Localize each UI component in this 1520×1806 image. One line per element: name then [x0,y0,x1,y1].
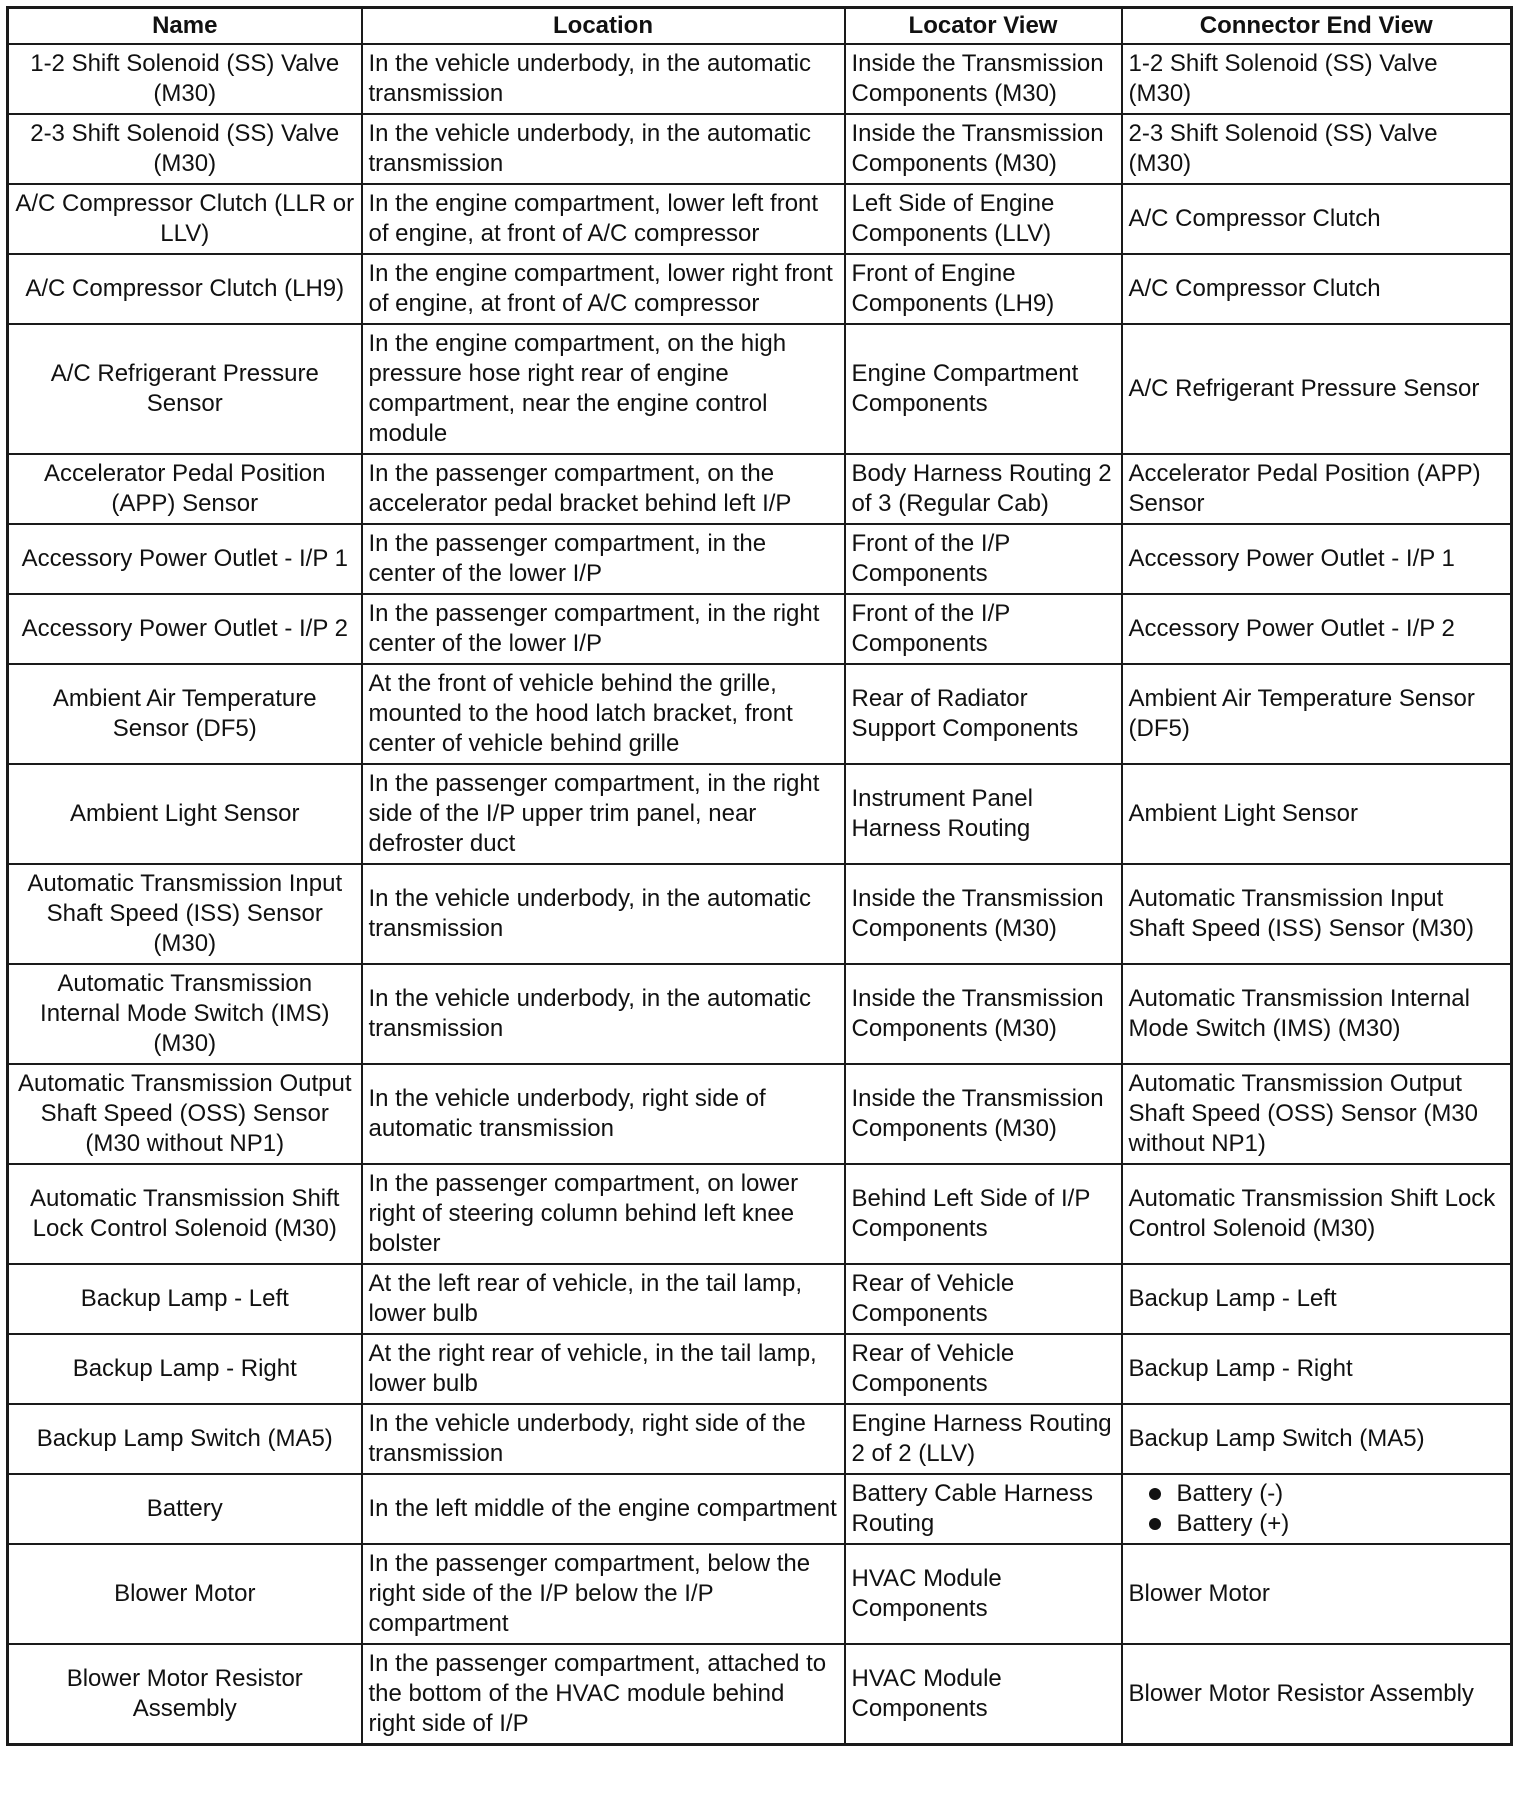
cell-name: Accelerator Pedal Position (APP) Sensor [8,454,362,524]
list-item: Battery (-) [1129,1479,1505,1509]
table-row [8,1334,1512,1404]
cell-connector-end-view: Blower Motor Resistor Assembly [1122,1644,1512,1745]
table-row [8,184,1512,254]
cell-location: In the passenger compartment, in the right center of the lower I/P [362,594,845,664]
cell-name: Automatic Transmission Internal Mode Switch (IMS) (M30) [8,964,362,1064]
cell-location: In the passenger compartment, on lower right of steering column behind left knee bolster [362,1164,845,1264]
cell-locator-view: Rear of Vehicle Components [845,1264,1122,1334]
cell-location: In the passenger compartment, in the center of the lower I/P [362,524,845,594]
cell-locator-view: HVAC Module Components [845,1544,1122,1644]
header-name: Name [8,8,362,45]
cell-locator-view: Front of the I/P Components [845,524,1122,594]
cell-connector-end-view: A/C Compressor Clutch [1122,254,1512,324]
cell-location: At the right rear of vehicle, in the tail lamp, lower bulb [362,1334,845,1404]
cell-location: At the front of vehicle behind the grille, mounted to the hood latch bracket, front center of vehicle behind grille [362,664,845,764]
battery-terminal-list [1129,1479,1505,1539]
table-row [8,524,1512,594]
cell-locator-view: Front of the I/P Components [845,594,1122,664]
cell-location: In the passenger compartment, in the right side of the I/P upper trim panel, near defroster duct [362,764,845,864]
cell-name: Accessory Power Outlet - I/P 2 [8,594,362,664]
cell-location: In the vehicle underbody, right side of automatic transmission [362,1064,845,1164]
cell-name: A/C Compressor Clutch (LLR or LLV) [8,184,362,254]
cell-connector-end-view: 1-2 Shift Solenoid (SS) Valve (M30) [1122,44,1512,114]
cell-connector-end-view: Accessory Power Outlet - I/P 1 [1122,524,1512,594]
cell-connector-end-view: Automatic Transmission Internal Mode Switch (IMS) (M30) [1122,964,1512,1064]
cell-location: In the engine compartment, on the high pressure hose right rear of engine compartment, near the engine control module [362,324,845,454]
cell-locator-view: Inside the Transmission Components (M30) [845,114,1122,184]
header-connector-end-view: Connector End View [1122,8,1512,45]
cell-name: Ambient Light Sensor [8,764,362,864]
table-row [8,44,1512,114]
header-locator-view: Locator View [845,8,1122,45]
table-row [8,324,1512,454]
table-row [8,964,1512,1064]
cell-connector-end-view: A/C Refrigerant Pressure Sensor [1122,324,1512,454]
cell-name: Battery [8,1474,362,1544]
cell-connector-end-view: Accelerator Pedal Position (APP) Sensor [1122,454,1512,524]
cell-connector-end-view: 2-3 Shift Solenoid (SS) Valve (M30) [1122,114,1512,184]
table-row [8,1164,1512,1264]
cell-locator-view: HVAC Module Components [845,1644,1122,1745]
table-row [8,864,1512,964]
cell-locator-view: Left Side of Engine Components (LLV) [845,184,1122,254]
cell-locator-view: Body Harness Routing 2 of 3 (Regular Cab) [845,454,1122,524]
cell-connector-end-view: Accessory Power Outlet - I/P 2 [1122,594,1512,664]
cell-locator-view: Engine Harness Routing 2 of 2 (LLV) [845,1404,1122,1474]
cell-connector-end-view: Blower Motor [1122,1544,1512,1644]
cell-connector-end-view: Automatic Transmission Shift Lock Control Solenoid (M30) [1122,1164,1512,1264]
cell-location: In the passenger compartment, attached to the bottom of the HVAC module behind right side of I/P [362,1644,845,1745]
table-row [8,1064,1512,1164]
cell-location: In the vehicle underbody, in the automatic transmission [362,964,845,1064]
cell-connector-end-view: Automatic Transmission Output Shaft Speed (OSS) Sensor (M30 without NP1) [1122,1064,1512,1164]
cell-location: In the vehicle underbody, in the automatic transmission [362,114,845,184]
cell-locator-view: Inside the Transmission Components (M30) [845,44,1122,114]
cell-locator-view: Rear of Vehicle Components [845,1334,1122,1404]
table-row [8,664,1512,764]
table-row [8,1544,1512,1644]
cell-name: A/C Compressor Clutch (LH9) [8,254,362,324]
table-row [8,1404,1512,1474]
cell-location: In the vehicle underbody, right side of the transmission [362,1404,845,1474]
cell-location: In the left middle of the engine compartment [362,1474,845,1544]
table-header-row [8,8,1512,45]
cell-locator-view: Rear of Radiator Support Components [845,664,1122,764]
cell-locator-view: Inside the Transmission Components (M30) [845,864,1122,964]
cell-location: At the left rear of vehicle, in the tail lamp, lower bulb [362,1264,845,1334]
header-location: Location [362,8,845,45]
cell-locator-view: Inside the Transmission Components (M30) [845,1064,1122,1164]
cell-name: Blower Motor [8,1544,362,1644]
cell-locator-view: Engine Compartment Components [845,324,1122,454]
cell-locator-view: Inside the Transmission Components (M30) [845,964,1122,1064]
cell-connector-end-view: Ambient Light Sensor [1122,764,1512,864]
component-locator-table [6,6,1513,1746]
cell-name: Backup Lamp - Left [8,1264,362,1334]
cell-location: In the passenger compartment, below the right side of the I/P below the I/P compartment [362,1544,845,1644]
cell-connector-end-view [1122,1474,1512,1544]
cell-name: Accessory Power Outlet - I/P 1 [8,524,362,594]
cell-connector-end-view: Backup Lamp - Left [1122,1264,1512,1334]
cell-connector-end-view: A/C Compressor Clutch [1122,184,1512,254]
list-item: Battery (+) [1129,1509,1505,1539]
cell-name: Ambient Air Temperature Sensor (DF5) [8,664,362,764]
cell-connector-end-view: Backup Lamp - Right [1122,1334,1512,1404]
cell-name: Backup Lamp Switch (MA5) [8,1404,362,1474]
cell-location: In the engine compartment, lower right front of engine, at front of A/C compressor [362,254,845,324]
cell-name: A/C Refrigerant Pressure Sensor [8,324,362,454]
table-row [8,1474,1512,1544]
cell-name: 2-3 Shift Solenoid (SS) Valve (M30) [8,114,362,184]
cell-name: Backup Lamp - Right [8,1334,362,1404]
cell-locator-view: Behind Left Side of I/P Components [845,1164,1122,1264]
table-row [8,254,1512,324]
table-row [8,454,1512,524]
cell-location: In the engine compartment, lower left front of engine, at front of A/C compressor [362,184,845,254]
table-row [8,1644,1512,1745]
table-row [8,1264,1512,1334]
cell-name: Automatic Transmission Shift Lock Control Solenoid (M30) [8,1164,362,1264]
cell-location: In the vehicle underbody, in the automatic transmission [362,864,845,964]
cell-locator-view: Front of Engine Components (LH9) [845,254,1122,324]
component-locator-sheet [6,6,1513,1746]
cell-locator-view: Instrument Panel Harness Routing [845,764,1122,864]
table-row [8,114,1512,184]
table-row [8,594,1512,664]
cell-name: Automatic Transmission Output Shaft Speed (OSS) Sensor (M30 without NP1) [8,1064,362,1164]
cell-connector-end-view: Backup Lamp Switch (MA5) [1122,1404,1512,1474]
cell-name: Blower Motor Resistor Assembly [8,1644,362,1745]
cell-name: 1-2 Shift Solenoid (SS) Valve (M30) [8,44,362,114]
cell-locator-view: Battery Cable Harness Routing [845,1474,1122,1544]
table-row [8,764,1512,864]
cell-name: Automatic Transmission Input Shaft Speed (ISS) Sensor (M30) [8,864,362,964]
cell-location: In the vehicle underbody, in the automatic transmission [362,44,845,114]
cell-connector-end-view: Automatic Transmission Input Shaft Speed (ISS) Sensor (M30) [1122,864,1512,964]
cell-connector-end-view: Ambient Air Temperature Sensor (DF5) [1122,664,1512,764]
cell-location: In the passenger compartment, on the accelerator pedal bracket behind left I/P [362,454,845,524]
